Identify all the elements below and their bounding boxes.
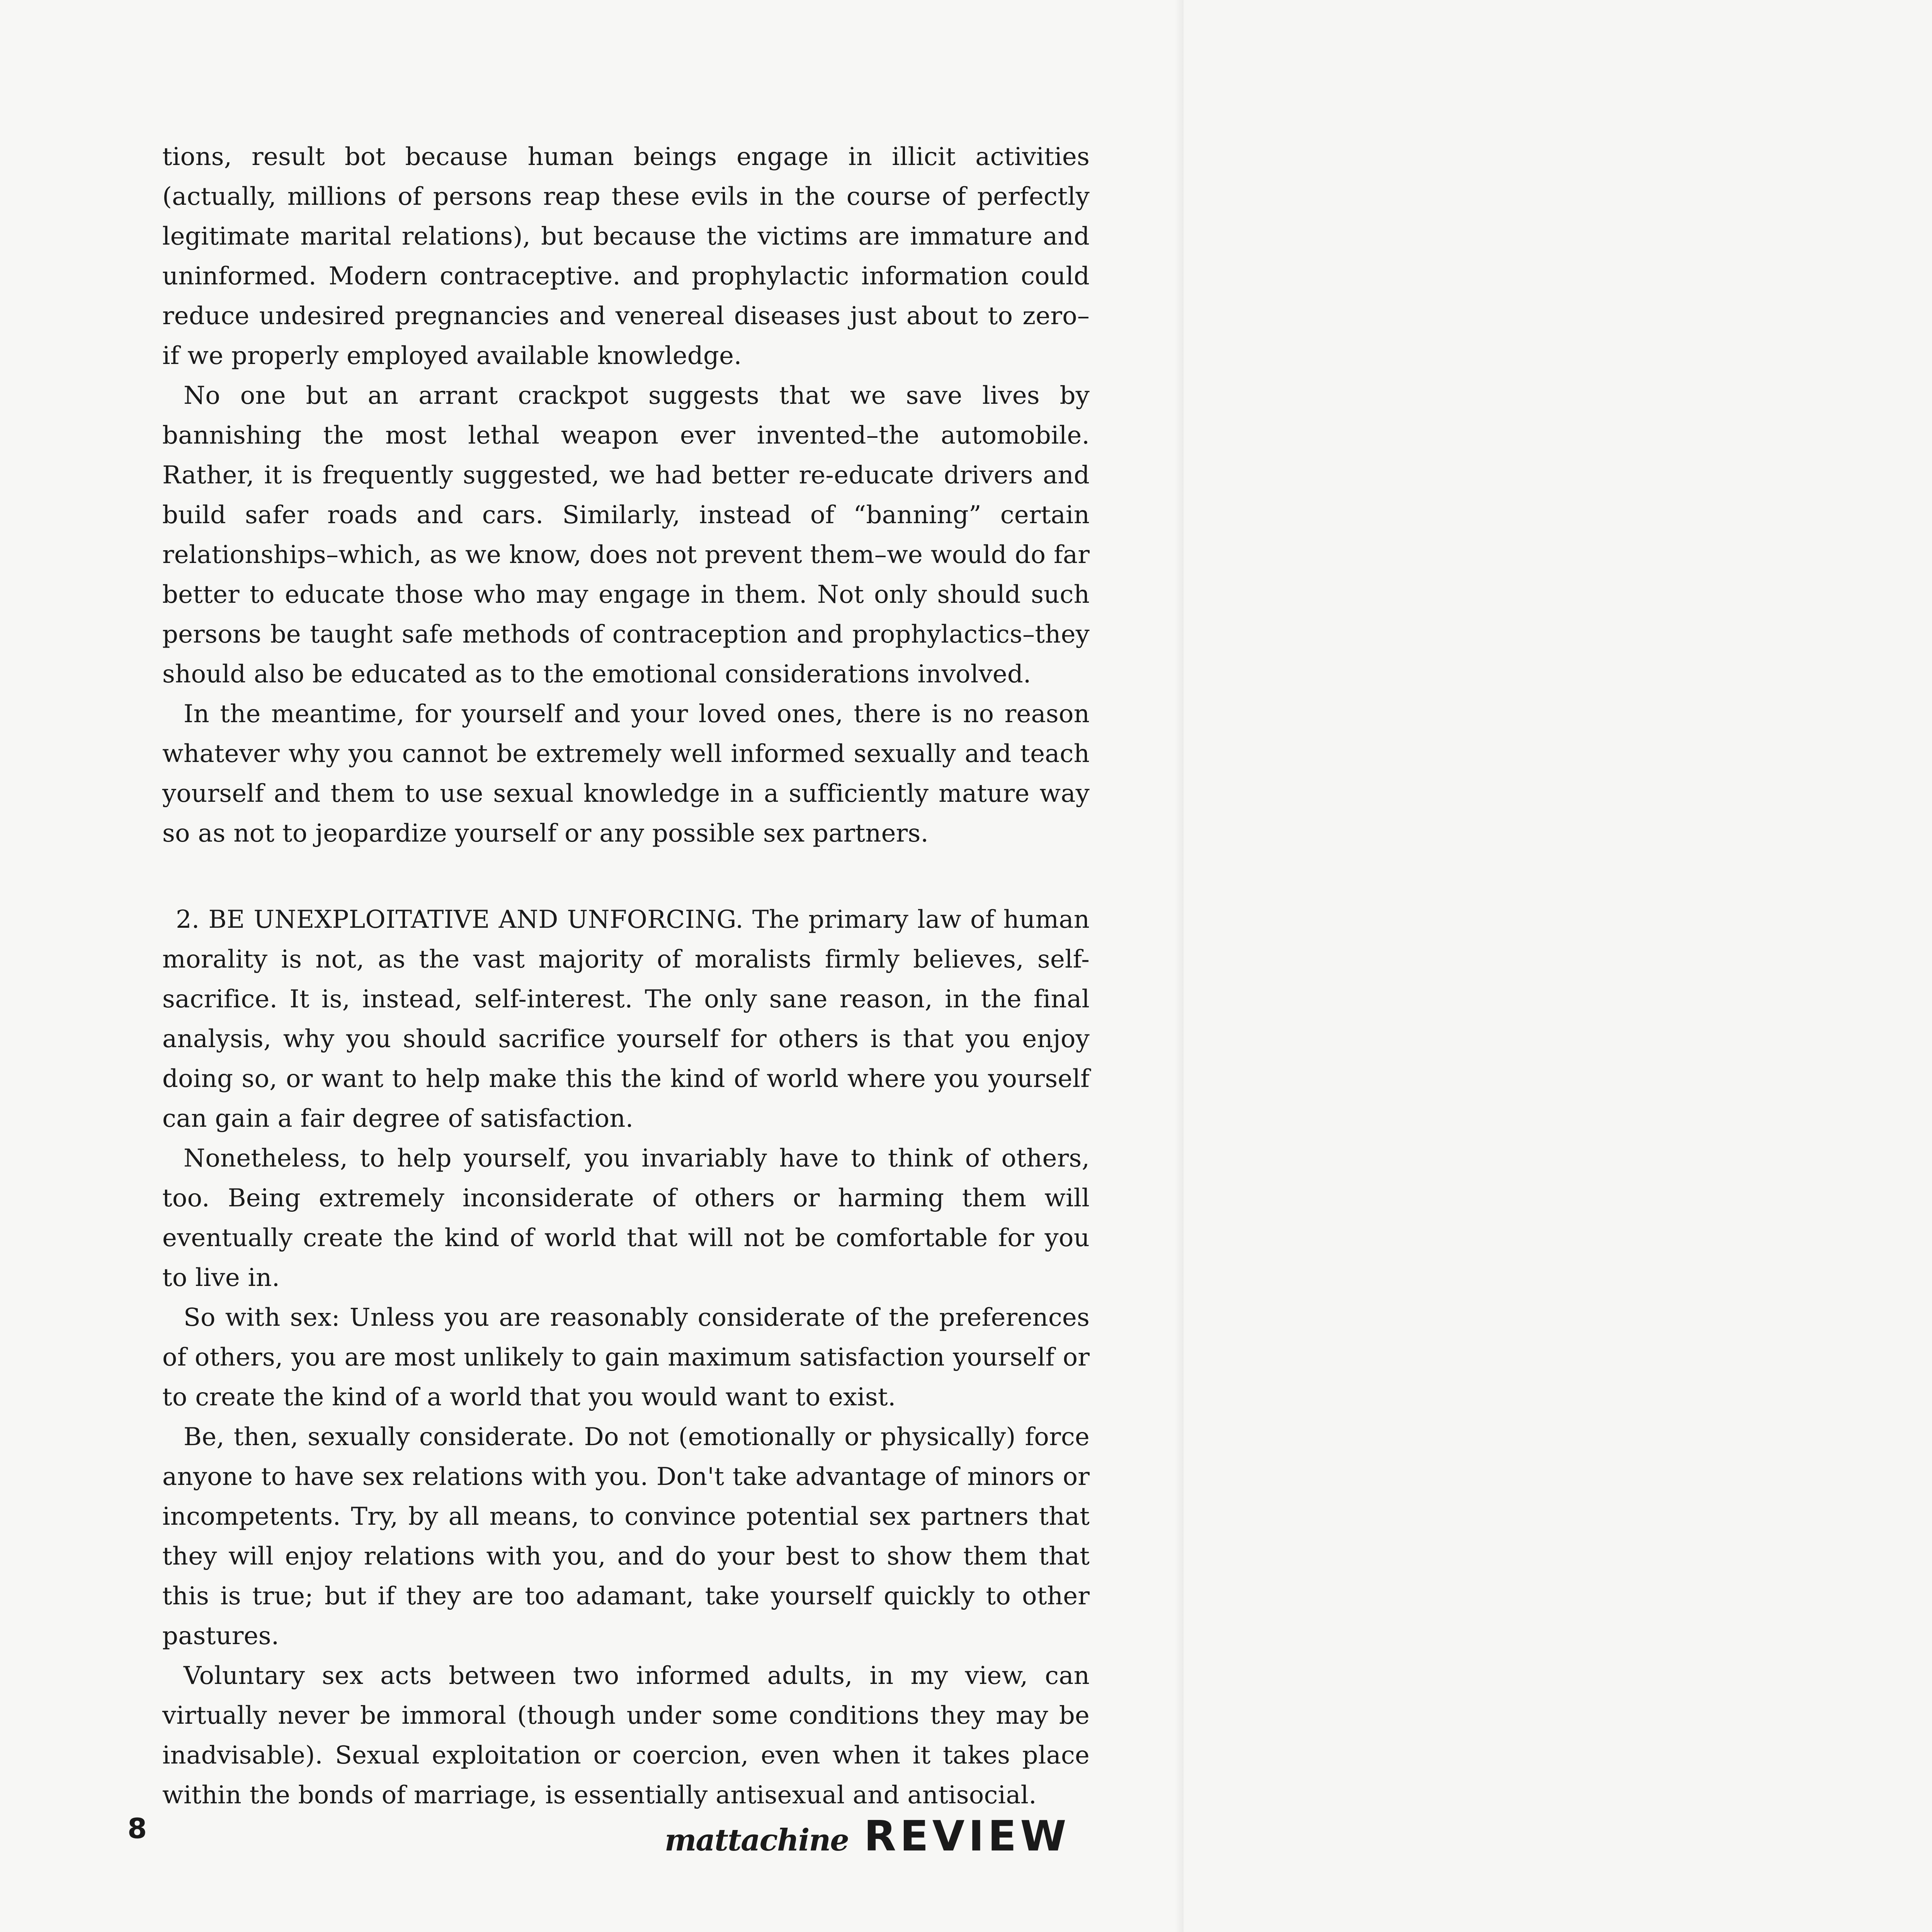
page-number: 8 <box>128 1812 147 1845</box>
paragraph: Be, then, sexually considerate. Do not (emotionally or physically) force anyone to have sex relations with you. Don't take advantage of minors or incompetents. Try, by all means, to convince potential sex partners that they will enjoy relations with you, and do your best to show them that this is true; but if they are too adamant, take yourself quickly to other pastures. <box>162 1423 1090 1650</box>
paragraph: Voluntary sex acts between two informed adults, in my view, can virtually never be immoral (though under some conditions they may be inadvisable). Sexual exploitation or coercion, even when it takes place within the bonds of marriage, is essentially antisexual and antisocial. <box>162 1662 1090 1810</box>
left-text-column <box>162 137 1090 1815</box>
paragraph: No one but an arrant crackpot suggests that we save lives by bannishing the most lethal weapon ever invented–the automobile. Rather, it is frequently suggested, we had better re-educate drivers and build safer roads and cars. Similarly, instead of “banning” certain relationships–which, as we know, does not prevent them–we would do far better to educate those who may engage in them. Not only should such persons be taught safe methods of contraception and prophylactics–they should also be educated as to the emotional considerations involved. <box>162 381 1090 689</box>
right-page <box>1184 0 1932 1932</box>
logo-title-text: REVIEW <box>864 1812 1070 1861</box>
magazine-logo <box>665 1812 1070 1861</box>
paragraph: Nonetheless, to help yourself, you invariably have to think of others, too. Being extremely inconsiderate of others or harming them will eventually create the kind of world that will not be comfortable for you to live in. <box>162 1144 1090 1292</box>
paragraph: So with sex: Unless you are reasonably considerate of the preferences of others, you are most unlikely to gain maximum satisfaction yourself or to create the kind of a world that you would want to exist. <box>162 1303 1090 1412</box>
paragraph: In the meantime, for yourself and your loved ones, there is no reason whatever why you cannot be extremely well informed sexually and teach yourself and them to use sexual knowledge in a sufficiently mature way so as not to jeopardize yourself or any possible sex partners. <box>162 700 1090 848</box>
section-2-paragraph: 2. BE UNEXPLOITATIVE AND UNFORCING. The primary law of human morality is not, as the vast majority of moralists firmly believes, self-sacrifice. It is, instead, self-interest. The only sane reason, in the final analysis, why you should sacrifice yourself for others is that you enjoy doing so, or want to help make this the kind of world where you yourself can gain a fair degree of satisfaction. <box>162 905 1090 1133</box>
paragraph: tions, result bot because human beings engage in illicit activities (actually, millions of persons reap these evils in the course of perfectly legitimate marital relations), but because the victims are immature and uninformed. Modern contraceptive. and prophylactic information could reduce undesired pregnancies and venereal diseases just about to zero–if we properly employed available knowledge. <box>162 143 1090 370</box>
logo-script-text: mattachine <box>665 1823 849 1858</box>
